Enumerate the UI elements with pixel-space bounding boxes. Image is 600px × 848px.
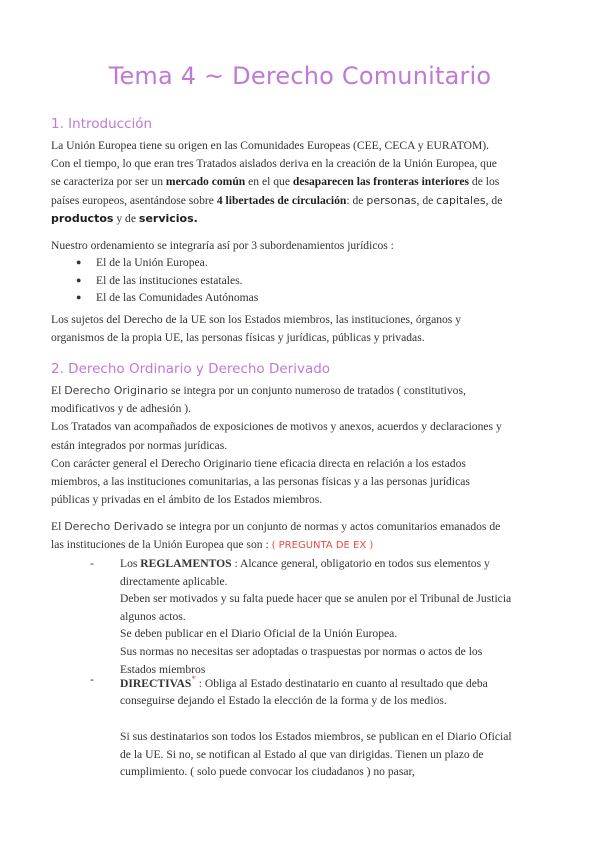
intro-paragraph bbox=[51, 137, 551, 228]
list-item: ● El de las instituciones estatales. bbox=[76, 273, 243, 287]
dash-marker: - bbox=[90, 557, 94, 570]
sujetos-paragraph: Los sujetos del Derecho de la UE son los Estados miembros, las instituciones, órganos y organismos de la propia UE, las personas físicas y jurídicas, públicas y privadas. bbox=[51, 313, 462, 345]
highlight-term: Derecho Derivado bbox=[64, 520, 164, 533]
text-line: productos y de servicios. bbox=[51, 211, 198, 225]
exam-question-tag: ( PREGUNTA DE EX ) bbox=[271, 540, 374, 552]
list-item: ● El de las Comunidades Autónomas bbox=[76, 291, 259, 304]
list-item: - DIRECTIVAS* : Obliga al Estado destinatario en cuanto al resultado que deba conseguirse dejando el Estado la elección de la forma y de los medios. Si sus destinatarios son todos los Estados miembros, se publican en el Diario Oficial de la UE. Si no, se notifican al Estado al que van dirigidas. Tienen un plazo de cumplimiento. ( solo puede convocar los ciudadanos ) no pasar, bbox=[90, 673, 512, 779]
section-heading-introduccion: 1. Introducción bbox=[51, 116, 153, 132]
subordenamientos-intro: Nuestro ordenamiento se integraría así por 3 subordenamientos jurídicos : bbox=[51, 239, 394, 252]
bold-text: desaparecen las fronteras interiores bbox=[292, 175, 470, 189]
bold-text: mercado común bbox=[165, 175, 246, 189]
bold-text: 4 libertades de circulación bbox=[216, 193, 347, 207]
section-heading-derecho: 2. Derecho Ordinario y Derecho Derivado bbox=[51, 361, 331, 377]
text-line: se caracteriza por ser un mercado común en el que desaparecen las fronteras interiores de los bbox=[51, 175, 500, 189]
derecho-originario-paragraph: El Derecho Originario se integra por un conjunto numeroso de tratados ( constitutivos, modificativos y de adhesión ). Los Tratados van acompañados de exposiciones de motivos y anexos, acuerdos y declaraciones y están integrados por normas jurídicas. Con carácter general el Derecho Originario tiene eficacia directa en relación a los estados miembros, a las instituciones comunitarias, a las personas físicas y a las personas jurídicas públicas y privadas en el ámbito de los Estados miembros. bbox=[51, 384, 502, 507]
document-title: Tema 4 ~ Derecho Comunitario bbox=[108, 62, 492, 90]
list-item: ● El de la Unión Europea. bbox=[76, 256, 208, 269]
bullet-list bbox=[76, 254, 258, 307]
text-line: Con el tiempo, lo que eran tres Tratados aislados deriva en la creación de la Unión Europea, que bbox=[51, 157, 497, 171]
text-line: La Unión Europea tiene su origen en las Comunidades Europeas (CEE, CECA y EURATOM). bbox=[51, 139, 490, 152]
text-line: países europeos, asentándose sobre 4 libertades de circulación: de personas, de capitales, de bbox=[51, 193, 503, 207]
dash-marker: - bbox=[90, 673, 94, 686]
reglamentos-item bbox=[90, 555, 530, 678]
derecho-derivado-paragraph: El Derecho Derivado se integra por un conjunto de normas y actos comunitarios emanados de las instituciones de la Unión Europea que son : ( PREGUNTA DE EX ) bbox=[51, 520, 501, 552]
list-item: - Los REGLAMENTOS : Alcance general, obligatorio en todos sus elementos y directamente aplicable. Deben ser motivados y su falta puede hacer que se anulen por el Tribunal de Justicia algunos actos. Se deben publicar en el Diario Oficial de la Unión Europea. Sus normas no necesitas ser adoptadas o traspuestas por normas o actos de los Estados miembros bbox=[90, 557, 512, 676]
directivas-item bbox=[90, 671, 530, 781]
highlight-term: Derecho Originario bbox=[64, 384, 169, 397]
